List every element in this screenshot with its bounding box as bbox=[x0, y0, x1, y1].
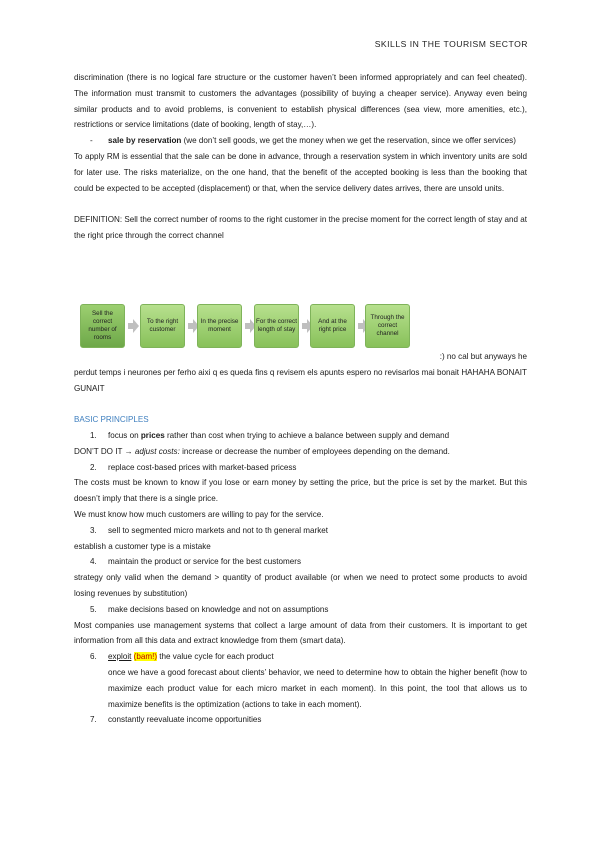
principle-1 bbox=[74, 428, 527, 444]
principle-6-note: once we have a good forecast about clients’ behavior, we need to determine how to obtain the higher benefit (how to maximize each product value for each micro market in each moment). In this point, the tool that allows us to maximize benefits is the optimization (actions to take in each moment). bbox=[108, 667, 527, 709]
principle-number: 4. bbox=[90, 557, 97, 567]
principle-number: 6. bbox=[90, 652, 97, 662]
principle-text: sell to segmented micro markets and not to th general market bbox=[108, 525, 328, 535]
flow-step-6: Through the correct channel bbox=[365, 304, 410, 348]
bullet-bold-text: sale by reservation bbox=[108, 136, 182, 146]
section-title: BASIC PRINCIPLES bbox=[74, 415, 149, 425]
principle-3 bbox=[74, 523, 527, 539]
principle-text: make decisions based on knowledge and not on assumptions bbox=[108, 604, 329, 614]
flow-step-1: Sell the correct number of rooms bbox=[80, 304, 125, 348]
paragraph-definition: DEFINITION: Sell the correct number of rooms to the right customer in the precise moment for the correct length of stay and at the right price through the correct channel bbox=[74, 215, 527, 240]
principle-3-note: establish a customer type is a mistake bbox=[74, 541, 211, 551]
principle-6 bbox=[74, 649, 527, 665]
principle-text: maintain the product or service for the best customers bbox=[108, 557, 301, 567]
principle-text: constantly reevaluate income opportunities bbox=[108, 715, 262, 725]
principle-number: 7. bbox=[90, 715, 97, 725]
principle-underlined: exploit bbox=[108, 652, 132, 662]
paragraph-discrimination: discrimination (there is no logical fare structure or the customer haven’t been informed appropriately and can feel cheated). The information must transmit to customers the advantages (possibility of buying a cheaper service). Anyway even being similar products and to avoid problems, is convenient to establish physical differences (sea view, more amenities, etc.), restrictions or service limitations (date of booking, length of stay,…). bbox=[74, 73, 527, 130]
principle-4 bbox=[74, 554, 527, 570]
principle-2 bbox=[74, 460, 527, 476]
page-header: SKILLS IN THE TOURISM SECTOR bbox=[374, 39, 528, 49]
flow-step-2: To the right customer bbox=[140, 304, 185, 348]
flow-diagram bbox=[80, 304, 410, 348]
bullet-marker: - bbox=[90, 136, 93, 146]
bullet-text: (we don’t sell goods, we get the money when we get the reservation, since we offer services) bbox=[181, 136, 516, 146]
note-prefix: DON’T DO IT → bbox=[74, 446, 135, 456]
flow-step-5: And at the right price bbox=[310, 304, 355, 348]
note-body: perdut temps i neurones per ferho aixi q es queda fins q revisem els apunts espero no revisarlos mai bonait HAHAHA BONAIT GUNAIT bbox=[74, 367, 527, 393]
paragraph-rm: To apply RM is essential that the sale can be done in advance, through a reservation system in which inventory units are sold for later use. The risks materialize, on the one hand, that the benefit of the accepted booking is less than the booking that could be expected to be accepted (displacement) or that, when the service delivery dates arrives, there are unsold units. bbox=[74, 151, 527, 193]
principle-2-note: The costs must be known to know if you lose or earn money by setting the price, but the price is set by the market. But this doesn’t imply that there is a single price. bbox=[74, 478, 527, 504]
note-italic: adjust costs: bbox=[134, 446, 180, 456]
principle-1-note bbox=[74, 444, 527, 460]
principle-2-note-2: We must know how much customers are willing to pay for the service. bbox=[74, 509, 324, 519]
highlighted-text: (bam!) bbox=[133, 652, 158, 662]
text-block-top bbox=[74, 70, 527, 244]
principle-bold: prices bbox=[140, 430, 165, 440]
principle-number: 2. bbox=[90, 462, 97, 472]
flow-step-3: In the precise moment bbox=[197, 304, 242, 348]
arrow-icon bbox=[128, 319, 139, 333]
flow-step-4: For the correct length of stay bbox=[254, 304, 299, 348]
principle-number: 5. bbox=[90, 604, 97, 614]
text-block-bottom bbox=[74, 349, 527, 728]
principle-number: 1. bbox=[90, 430, 97, 440]
note-right: :) no cal but anyways he bbox=[439, 352, 527, 361]
principle-text: the value cycle for each product bbox=[157, 652, 274, 662]
principle-number: 3. bbox=[90, 525, 97, 535]
principle-5 bbox=[74, 602, 527, 618]
blank-line bbox=[74, 196, 527, 212]
principle-text: focus on bbox=[108, 430, 141, 440]
principle-7 bbox=[74, 712, 527, 728]
principle-4-note: strategy only valid when the demand > quantity of product available (or when we need to protect some products to avoid losing revenues by substitution) bbox=[74, 573, 527, 598]
blank-line bbox=[74, 396, 527, 412]
principle-text: replace cost-based prices with market-based pricess bbox=[108, 462, 297, 472]
principle-text: rather than cost when trying to achieve a balance between supply and demand bbox=[164, 430, 450, 440]
principle-5-note: Most companies use management systems that collect a large amount of data from their customers. It is important to get information from all this data and extract knowledge from them (smart data). bbox=[74, 620, 527, 646]
note-text: increase or decrease the number of employees depending on the demand. bbox=[179, 446, 450, 456]
bullet-sale-by-reservation bbox=[74, 133, 527, 149]
